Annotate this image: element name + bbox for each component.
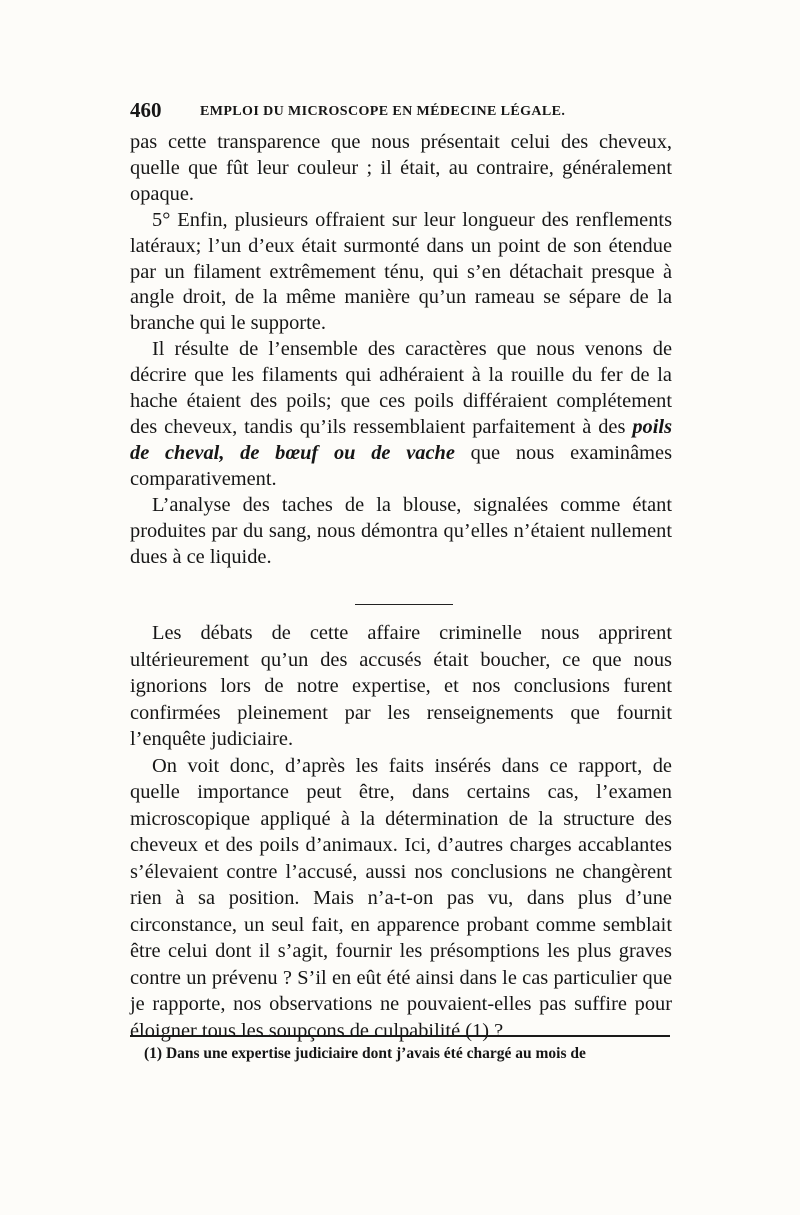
footnote-rule [130,1035,670,1037]
running-head: EMPLOI DU MICROSCOPE EN MÉDECINE LÉGALE. [200,104,566,119]
paragraph: On voit donc, d’après les faits insérés dans ce rapport, de quelle importance peut être, dans certains cas, l’examen microscopique appliqué à la détermination de la structure des cheveux et des poils d’animaux. Ici, d’autres charges accablantes s’élevaient contre l’accusé, aussi nos conclusions ne changèrent rien à sa position. Mais n’a-t-on pas vu, dans plus d’une circonstance, un seul fait, en apparence probant comme semblait être celui dont il s’agit, fournir les présomptions les plus graves contre un prévenu ? S’il en eût été ainsi dans le cas particulier que je rapporte, nos observations ne pouvaient-elles pas suffire pour éloigner tous les soupçons de culpabilité (1) ? [130,754,672,1042]
page-header [130,98,670,124]
paragraph: Les débats de cette affaire criminelle nous apprirent ultérieurement qu’un des accusés était boucher, ce que nous ignorions lors de notre expertise, et nos conclusions furent confirmées pleinement par les renseignements que fournit l’enquête judiciaire. [130,622,672,750]
paragraph [130,337,672,492]
italic-phrase: poils de cheval, de bœuf ou de vache [130,415,672,464]
body-text-upper [130,130,672,570]
footnote: (1) Dans une expertise judiciaire dont j’avais été chargé au mois de [144,1045,586,1062]
page-number: 460 [130,98,162,122]
paragraph-text: Il résulte de l’ensemble des caractères que nous venons de décrire que les filaments qui adhéraient à la rouille du fer de la hache étaient des poils; que ces poils différaient complétement des cheveux, tandis qu’ils ressemblaient parfaitement à des [130,338,672,438]
section-separator [355,604,453,605]
paragraph: 5° Enfin, plusieurs offraient sur leur longueur des renflements latéraux; l’un d’eux était surmonté dans un point de son étendue par un filament extrêmement ténu, qui s’en détachait presque à angle droit, de la même manière qu’un rameau se sépare de la branche qui le supporte. [130,208,672,335]
paragraph: L’analyse des taches de la blouse, signalées comme étant produites par du sang, nous démontra qu’elles n’étaient nullement dues à ce liquide. [130,493,672,568]
paragraph-text: que nous examinâmes comparativement. [130,441,673,490]
paragraph: pas cette transparence que nous présentait celui des cheveux, quelle que fût leur couleur ; il était, au contraire, généralement opaque. [130,131,672,205]
body-text-lower [130,620,672,1044]
